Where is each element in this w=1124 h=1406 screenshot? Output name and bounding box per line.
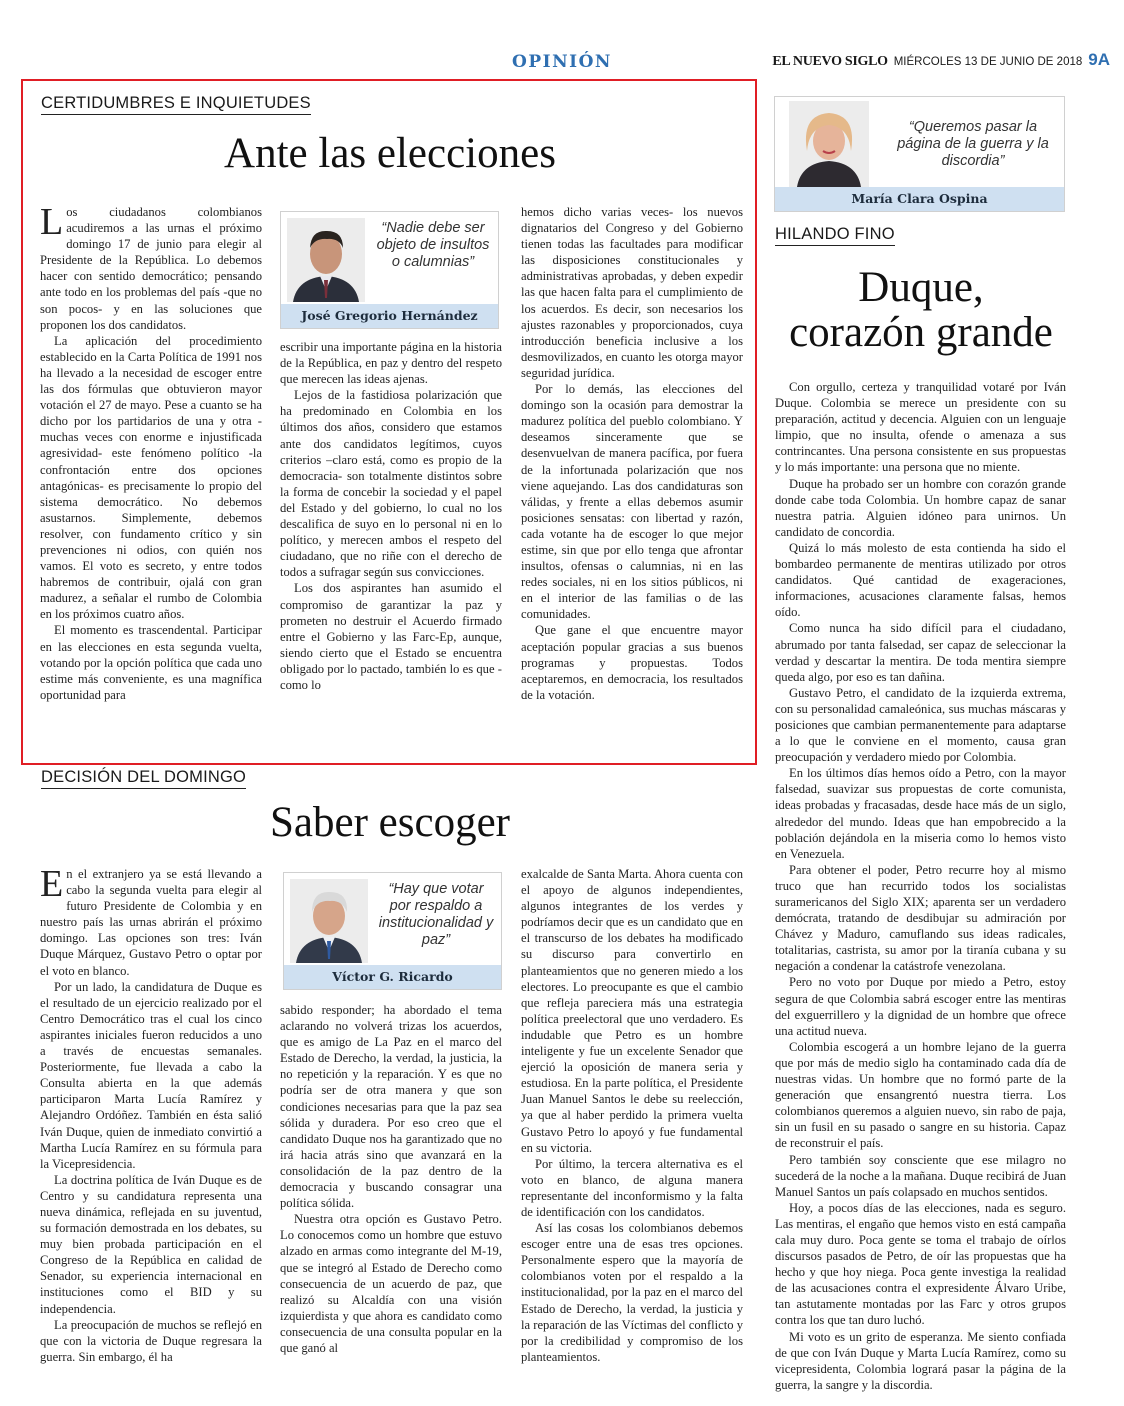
article2-paragraph: Así las cosas los colombianos debemos escoger entre una de esas tres opciones. Personalmente espero que la mayoría de colombianos voten por el respaldo a la institucionalidad, por la paz en el marco del Estado de Derecho, la verdad, la justicia y la reparación de las Víctimas del conflicto y por la credibilidad y compromiso de los planteamientos. bbox=[521, 1221, 743, 1364]
article2-headline: Saber escoger bbox=[270, 799, 510, 846]
article3-paragraph: Hoy, a pocos días de las elecciones, nada es seguro. Las mentiras, el engaño que hemos visto en está campaña cala muy duro. Poca gente se toma el trabajo de oírlos discursos pasados de Petro, de oír las propuestas que ha hecho y que hoy niega. Poca gente investiga la realidad de las acusaciones contra el expresidente Álvaro Uribe, tan astutamente montadas por las Farc y otros grupos contra los que tan duro luchó. bbox=[775, 1200, 1066, 1328]
author-photo bbox=[290, 879, 368, 963]
article1-headline: Ante las elecciones bbox=[224, 130, 556, 177]
author-photo bbox=[287, 218, 365, 302]
article3-kicker: HILANDO FINO bbox=[775, 225, 895, 246]
article3-paragraph: Como nunca ha sido difícil para el ciudadano, abrumado por tanta falsedad, ser capaz de seleccionar la verdad y descartar la mentira. De toda mentira siempre queda algo, por eso es tan dañina. bbox=[775, 621, 1066, 684]
article2-pull-quote: “Hay que votar por respaldo a institucionalidad y paz” bbox=[378, 881, 494, 948]
article2-column-2 bbox=[280, 1002, 502, 1358]
article3-pull-quote-box bbox=[774, 96, 1065, 212]
article1-paragraph: hemos dicho varias veces- los nuevos dignatarios del Congreso y del Gobierno tienen todas las facultades para modificar las disposiciones constitucionales y administrativas aprobadas, y deben expedir las que hacen falta para el cumplimiento de los acuerdos. Es decir, son necesarios los ajustes razonables y proporcionados, cuya introducción beneficia inclusive a los desmovilizados, en cuanto les otorga mayor seguridad jurídica. bbox=[521, 205, 743, 380]
article1-paragraph: Los dos aspirantes han asumido el compromiso de garantizar la paz y prometen no destruir el Acuerdo firmado entre el Gobierno y las Farc-Ep, aunque, siendo cierto que el Estado se encuentra obligado por lo pactado, también lo es que -como lo bbox=[280, 581, 502, 692]
article3-paragraph: Colombia escogerá a un hombre lejano de la guerra que por más de medio siglo ha contaminado cada día de nuestras vidas. Un hombre que no formó parte de la generación que ensangrentó nuestra tierra. Los colombianos queremos a alguien nuevo, sin rabo de paja, sin un fusil en su pasado o sangre en su historia. Capaz de reconstruir el país. bbox=[775, 1039, 1066, 1151]
article1-column-3 bbox=[521, 204, 743, 741]
article1-paragraph: El momento es trascendental. Participar en las elecciones en esta segunda vuelta, votando por la opción política que cada uno estime más conveniente, es una magnífica oportunidad para bbox=[40, 623, 262, 702]
article1-paragraph: escribir una importante página en la historia de la República, en paz y dentro del respeto que merecen las ideas ajenas. bbox=[280, 340, 502, 387]
article2-paragraph: La doctrina política de Iván Duque es de Centro y su candidatura representa una nueva dinámica, reflejada en su juventud, su formación demostrada en los debates, su muy bien probada participación en el Congreso de la República en calidad de Senador, su experiencia internacional en instituciones como el BID y su independencia. bbox=[40, 1172, 262, 1316]
article1-paragraph: os ciudadanos colombianos acudiremos a las urnas el próximo domingo 17 de junio para elegir al Presidente de la República. Lo debemos hacer con sentido democrático; pensando ante todo en los problemas del país -que no son pocos- y en las soluciones que proponen los dos candidatos. bbox=[40, 205, 262, 332]
article3-headline-line-2: corazón grande bbox=[789, 309, 1053, 357]
article2-column-3 bbox=[521, 866, 743, 1364]
article3-paragraph: Pero no voto por Duque por miedo a Petro, estoy segura de que Colombia sabrá escoger entre las mentiras del exguerrillero y la dignidad de un hombre que ofrece una actitud nueva. bbox=[775, 975, 1066, 1038]
article1-author-name: José Gregorio Hernández bbox=[281, 304, 498, 328]
page-number: 9A bbox=[1088, 50, 1110, 69]
article3-paragraph: Quizá lo más molesto de esta contienda ha sido el bombardeo permanente de mentiras utilizado por otros candidatos. Qué cantidad de exageraciones, informaciones, acusaciones claramente falsas, hemos oído. bbox=[775, 540, 1066, 620]
article2-paragraph: Por un lado, la candidatura de Duque es el resultado de un ejercicio realizado por el Centro Democrático tras el cual los cinco aspirantes iniciales fueron reducidos a uno a través de encuestas semanales. Posteriormente, fue llevada a cabo la Consulta abierta en la que además participaron Marta Lucía Ramírez y Alejandro Ordóñez. También en ésta salió Iván Duque, quien de inmediato convirtió a Martha Lucía Ramírez en su fórmula para la Vicepresidencia. bbox=[40, 979, 262, 1171]
article2-dropcap: E bbox=[40, 863, 64, 905]
section-name: OPINIÓN bbox=[512, 52, 612, 72]
article2-paragraph: Nuestra otra opción es Gustavo Petro. Lo conocemos como un hombre que estuvo alzado en armas como integrante del M-19, que se integró al Estado de Derecho como consecuencia de un acuerdo de paz, que realizó su Alcaldía con una visión izquierdista y que ahora es candidato como consecuencia de una consulta popular en la que ganó al bbox=[280, 1212, 502, 1355]
article1-paragraph: Que gane el que encuentre mayor aceptación popular gracias a sus buenos programas y propuestas. Todos aceptaremos, en democracia, los resultados de la votación. bbox=[521, 623, 743, 702]
article1-column-1 bbox=[40, 201, 262, 741]
article3-paragraph: Para obtener el poder, Petro recurre hoy al mismo truco que han recurrido todos los socialistas suramericanos del Siglo XIX; aparenta ser un verdadero demócrata, tratando de desdibujar su admiración por Chávez y Maduro, camuflando sus ideas radicales, totalitarias, castrista, su amor por la tiranía cubana y su negación a condenar la catástrofe venezolana. bbox=[775, 862, 1066, 974]
article2-paragraph: exalcalde de Santa Marta. Ahora cuenta con el apoyo de algunos independientes, algunos integrantes de los verdes y podríamos decir que es un candidato que en el transcurso de los debates ha modificado su discurso para convertirlo en planteamientos que no generen miedo a los electores. Lo preocupante es que el cambio que refleja pareciera más una estrategia política preelectoral que uno verdadero. Es indudable que Petro es un hombre inteligente y fue un excelente Senador que ejerció la oposición de manera seria y estudiosa. En la parte política, el Presidente Juan Manuel Santos le debe su reelección, ya que al haber perdido la primera vuelta Gustavo Petro lo apoyó y fue fundamental en su victoria. bbox=[521, 867, 743, 1155]
article3-paragraph: Mi voto es un grito de esperanza. Me siento confiada de que con Iván Duque y Marta Lucía Ramírez, como su vicepresidenta, Colombia logrará pasar la página de la guerra, la sangre y la discordia. bbox=[775, 1329, 1066, 1392]
article2-pull-quote-box bbox=[283, 872, 502, 990]
article3-paragraph: Gustavo Petro, el candidato de la izquierda extrema, con su personalidad camaleónica, sus muchas máscaras y posiciones que cambian permanentemente para adaptarse a lo que le conviene en el momento, causa gran preocupación y verdadero miedo por Colombia. bbox=[775, 685, 1066, 765]
issue-date: MIÉRCOLES 13 DE JUNIO DE 2018 bbox=[893, 56, 1083, 68]
article1-column-2 bbox=[280, 339, 502, 741]
author-photo bbox=[789, 101, 869, 187]
article1-dropcap: L bbox=[40, 201, 64, 243]
article2-kicker: DECISIÓN DEL DOMINGO bbox=[41, 768, 246, 789]
article3-headline-line-1: Duque, bbox=[858, 264, 984, 311]
article3-paragraph: Pero también soy consciente que ese milagro no sucederá de la noche a la mañana. Duque recibirá de Juan Manuel Santos un país colapsado en muchos sentidos. bbox=[775, 1152, 1066, 1199]
masthead bbox=[772, 50, 1110, 70]
article2-paragraph: La preocupación de muchos se reflejó en que con la victoria de Duque regresara la guerra. Sin embargo, él ha bbox=[40, 1317, 262, 1364]
article3-paragraph: Con orgullo, certeza y tranquilidad votaré por Iván Duque. Colombia se merece un presidente con su preparación, actitud y decencia. Alguien con un lenguaje limpio, que no insulta, ofende o amenaza a sus contrincantes. Una persona consistente en sus propuestas y lo más importante: una persona que no miente. bbox=[775, 380, 1066, 475]
article3-paragraph: En los últimos días hemos oído a Petro, con la mayor falsedad, suavizar sus propuestas de corte comunista, ideas probadas y fracasadas, desde hace más de un siglo, alrededor del mundo. Ideas que han empobrecido a la población dejándola en la miseria como lo hemos visto en Venezuela. bbox=[775, 766, 1066, 861]
article3-headline bbox=[775, 265, 1067, 355]
article2-paragraph: n el extranjero ya se está llevando a cabo la segunda vuelta para elegir al futuro Presidente de Colombia y en nuestro país las urnas abrirán el próximo domingo. Las opciones son tres: Iván Duque Márquez, Gustavo Petro o optar por el voto en blanco. bbox=[40, 867, 262, 978]
article1-kicker: CERTIDUMBRES E INQUIETUDES bbox=[41, 94, 311, 115]
article3-pull-quote: “Queremos pasar la página de la guerra y la discordia” bbox=[897, 119, 1049, 169]
article2-paragraph: Por último, la tercera alternativa es el voto en blanco, de alguna manera representante del inconformismo y la falta de identificación con los candidatos. bbox=[521, 1156, 743, 1219]
article1-paragraph: Por lo demás, las elecciones del domingo son la ocasión para demostrar la madurez política del pueblo colombiano. Y deseamos sinceramente que se desenvuelvan de manera pacífica, por fuera de la infortunada polarización que nos viene aquejando. Las dos candidaturas son válidas, y frente a ellas debemos asumir posiciones sensatas: con libertad y razón, cada votante ha de escoger lo que mejor estime, sin que por ello tenga que afrontar insultos, ofensas o calumnias, ni en las redes sociales, ni en los sitios públicos, ni en el interior de las familias o de las comunidades. bbox=[521, 382, 743, 622]
article3-paragraph: Duque ha probado ser un hombre con corazón grande donde cabe toda Colombia. Un hombre capaz de sanar nuestra patria. Alguien idóneo para unirnos. Un candidato de concordia. bbox=[775, 476, 1066, 539]
article1-pull-quote-box bbox=[280, 211, 499, 329]
article3-column bbox=[775, 379, 1066, 1392]
article2-column-1 bbox=[40, 863, 262, 1364]
article1-pull-quote: “Nadie debe ser objeto de insultos o calumnias” bbox=[376, 220, 490, 270]
article1-paragraph: La aplicación del procedimiento establecido en la Carta Política de 1991 nos ha llevado a la necesidad de escoger entre las dos fórmulas que obtuvieron mayor votación el 27 de mayo. Pese a cuanto se ha dicho por los partidarios de una y otra -muchas veces con enorme e injustificada agresividad- este fenómeno político -la confrontación entre dos opciones antagónicas- es precisamente lo propio del sistema democrático. No debemos asustarnos. Simplemente, debemos resolver, con fundamento crítico y sin prevenciones ni odios, con quién nos vamos. El voto es secreto, y entre todos habremos de contribuir, ojalá con gran madurez, a señalar el rumbo de Colombia en los próximos cuatro años. bbox=[40, 333, 262, 622]
article2-author-name: Víctor G. Ricardo bbox=[284, 965, 501, 989]
article3-author-name: María Clara Ospina bbox=[775, 187, 1064, 211]
article1-paragraph: Lejos de la fastidiosa polarización que ha predominado en Colombia en los últimos dos años, considero que estamos ante dos candidatos legítimos, cuyos criterios –claro está, como es propio de la democracia- son totalmente distintos sobre la forma de concebir la sociedad y el papel del Estado y del gobierno, lo cual no los descalifica de suyo en lo personal ni en lo político, y merecen ambos el respeto del ciudadano, que no riñe con el derecho de todos a sufragar según sus convicciones. bbox=[280, 388, 502, 580]
newspaper-name: EL NUEVO SIGLO bbox=[772, 54, 888, 69]
article2-paragraph: sabido responder; ha abordado el tema aclarando no volverá trizas los acuerdos, que es amigo de La Paz en el marco del Estado de Derecho, la verdad, la justicia, la no repetición y la reparación. Y es que no podría ser de otra manera y que son condiciones necesarias para que la paz sea sólida y duradera. Por eso creo que el candidato Duque nos ha garantizado que no irá hacia atrás sino que avanzará en la consolidación de la paz dentro de la democracia y buscando consagrar una política sólida. bbox=[280, 1003, 502, 1211]
